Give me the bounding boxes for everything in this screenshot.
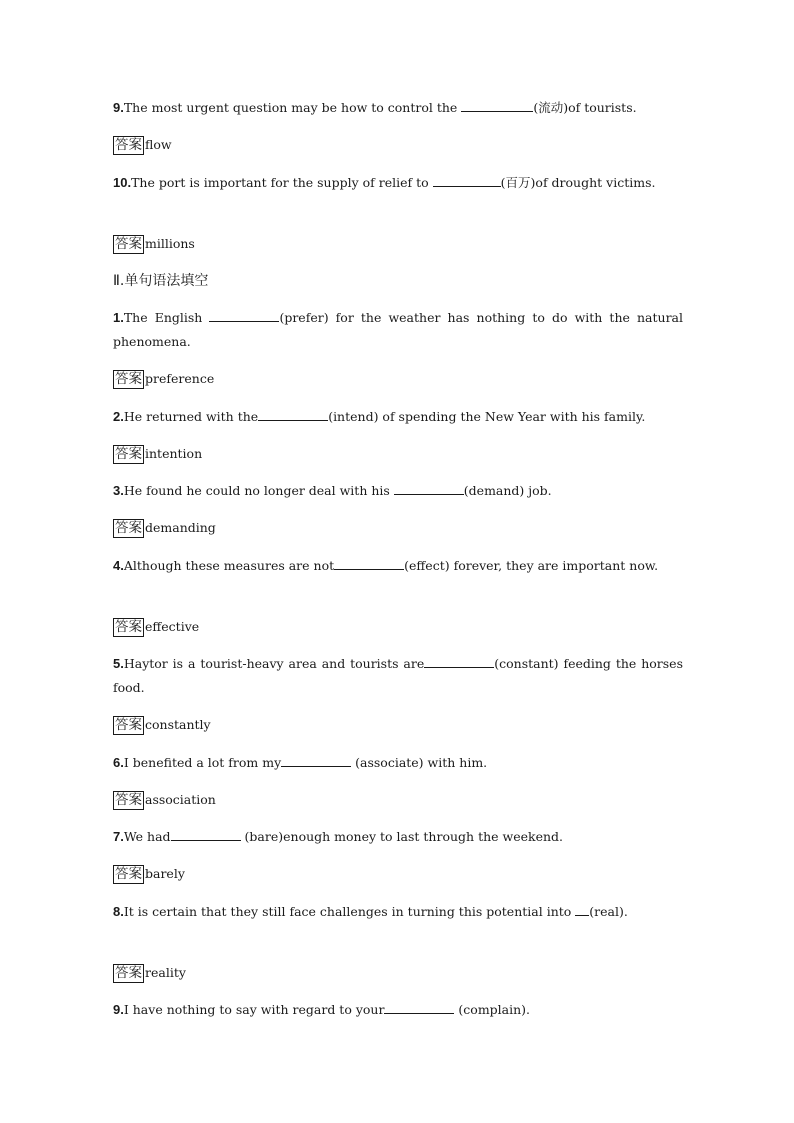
answer-blank[interactable] — [461, 97, 533, 112]
answer-blank[interactable] — [394, 480, 464, 495]
question-text-before: Haytor is a tourist-heavy area and tourists are — [123, 656, 425, 671]
answer-blank[interactable] — [575, 901, 589, 916]
answer-blank[interactable] — [171, 826, 241, 841]
answer-label: 答案 — [115, 866, 142, 882]
answer-line — [113, 963, 186, 983]
question-number: 3. — [113, 483, 124, 498]
question-text-before: It is certain that they still face challenges in turning this potential into — [123, 904, 576, 919]
question-text-before: The most urgent question may be how to control the — [123, 100, 462, 115]
answer-blank[interactable] — [334, 555, 404, 570]
question-text-after: (demand) job. — [463, 483, 552, 498]
answer-blank[interactable] — [424, 653, 494, 668]
question-item — [113, 554, 683, 578]
question-text-after: (流动)of tourists. — [533, 100, 637, 115]
question-number: 1. — [113, 310, 124, 325]
question-item — [113, 171, 683, 195]
question-text-after: (associate) with him. — [351, 755, 488, 770]
question-item — [113, 405, 683, 429]
answer-text: constantly — [145, 717, 211, 732]
question-text-after: (intend) of spending the New Year with his family. — [328, 409, 646, 424]
question-text-before: The English — [123, 310, 210, 325]
answer-label: 答案 — [115, 965, 142, 981]
answer-text: preference — [145, 371, 215, 386]
question-number: 6. — [113, 755, 124, 770]
question-text-before: I benefited a lot from my — [123, 755, 282, 770]
question-text-after: (real). — [589, 904, 628, 919]
section-title: Ⅱ.单句语法填空 — [113, 273, 209, 289]
answer-label: 答案 — [115, 236, 142, 252]
answer-label: 答案 — [115, 520, 142, 536]
question-text-after: (prefer) for the weather has nothing to do with the natural phenomena. — [113, 310, 683, 349]
answer-text: intention — [145, 446, 203, 461]
question-item — [113, 652, 683, 700]
answer-blank[interactable] — [433, 172, 501, 187]
answer-text: barely — [145, 866, 185, 881]
answer-line — [113, 369, 214, 389]
answer-label: 答案 — [115, 717, 142, 733]
question-number: 9. — [113, 100, 124, 115]
question-item — [113, 306, 683, 354]
answer-line — [113, 790, 216, 810]
answer-line — [113, 617, 199, 637]
question-number: 10. — [113, 175, 132, 190]
answer-text: reality — [145, 965, 186, 980]
answer-line — [113, 715, 211, 735]
question-number: 4. — [113, 558, 124, 573]
answer-label: 答案 — [115, 619, 142, 635]
question-text-after: (effect) forever, they are important now. — [404, 558, 659, 573]
question-text-before: The port is important for the supply of relief to — [131, 175, 433, 190]
question-number: 5. — [113, 656, 124, 671]
question-item — [113, 479, 683, 503]
answer-line — [113, 864, 185, 884]
answer-blank[interactable] — [281, 752, 351, 767]
question-text-after: (constant) feeding the horses food. — [113, 656, 683, 695]
answer-text: flow — [145, 137, 172, 152]
answer-label: 答案 — [115, 792, 142, 808]
answer-text: demanding — [145, 520, 216, 535]
question-item — [113, 751, 683, 775]
question-number: 8. — [113, 904, 124, 919]
answer-label: 答案 — [115, 446, 142, 462]
question-text-before: He found he could no longer deal with his — [123, 483, 394, 498]
question-text-after: (百万)of drought victims. — [500, 175, 656, 190]
question-number: 7. — [113, 829, 124, 844]
question-text-after: (bare)enough money to last through the weekend. — [240, 829, 563, 844]
question-text-before: Although these measures are not — [123, 558, 335, 573]
answer-blank[interactable] — [209, 307, 279, 322]
answer-line — [113, 518, 216, 538]
question-item — [113, 96, 683, 120]
question-number: 9. — [113, 1002, 124, 1017]
answer-text: effective — [145, 619, 200, 634]
question-text-after: (complain). — [454, 1002, 531, 1017]
answer-label: 答案 — [115, 137, 142, 153]
answer-text: millions — [145, 236, 195, 251]
answer-blank[interactable] — [258, 406, 328, 421]
question-item — [113, 900, 683, 924]
question-item — [113, 998, 683, 1022]
question-text-before: He returned with the — [123, 409, 259, 424]
answer-line — [113, 234, 195, 254]
question-text-before: I have nothing to say with regard to your — [123, 1002, 385, 1017]
answer-text: association — [145, 792, 216, 807]
question-item — [113, 825, 683, 849]
answer-blank[interactable] — [384, 999, 454, 1014]
answer-label: 答案 — [115, 371, 142, 387]
answer-line — [113, 444, 202, 464]
question-number: 2. — [113, 409, 124, 424]
question-text-before: We had — [123, 829, 171, 844]
answer-line — [113, 135, 172, 155]
